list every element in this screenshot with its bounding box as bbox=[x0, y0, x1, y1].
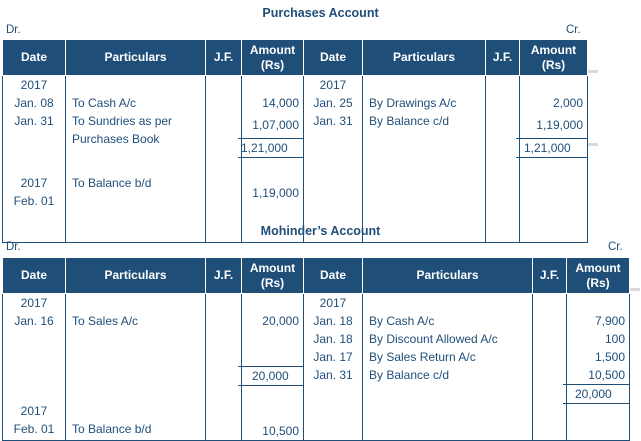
debit-particulars-cell bbox=[66, 294, 206, 441]
debit-particulars-cell bbox=[66, 76, 206, 243]
entry-particulars: By Sales Return A/c bbox=[369, 350, 476, 364]
amount-label: Amount bbox=[530, 42, 577, 57]
entry-amount: 20,000 bbox=[262, 314, 299, 328]
amount-label: Amount bbox=[249, 42, 296, 57]
debit-jf-cell bbox=[206, 76, 242, 243]
entry-particulars: Purchases Book bbox=[72, 132, 160, 146]
entry-date: Jan. 31 bbox=[14, 114, 54, 128]
year: 2017 bbox=[20, 404, 48, 418]
debit-amount-cell bbox=[242, 294, 304, 441]
credit-amount-cell bbox=[567, 294, 630, 441]
entry-date: Jan. 31 bbox=[313, 368, 353, 382]
year: 2017 bbox=[319, 296, 347, 310]
entry-amount: 2,000 bbox=[552, 96, 583, 110]
debit-date-cell bbox=[3, 294, 66, 441]
amount-unit: (Rs) bbox=[260, 57, 285, 72]
entry-date: Jan. 17 bbox=[313, 350, 353, 364]
margin-tick bbox=[588, 70, 598, 73]
credit-date-cell bbox=[304, 76, 363, 243]
entry-date: Jan. 18 bbox=[313, 314, 353, 328]
credit-date-cell bbox=[304, 294, 363, 441]
credit-jf-cell bbox=[486, 76, 520, 243]
entry-particulars: To Sales A/c bbox=[72, 314, 139, 328]
mohinder-dr-label: Dr. bbox=[6, 241, 21, 253]
entry-date: Jan. 31 bbox=[313, 114, 353, 128]
margin-tick bbox=[630, 288, 640, 291]
header-jf: J.F. bbox=[486, 40, 520, 76]
entry-particulars: By Balance c/d bbox=[369, 114, 450, 128]
entry-amount: 7,900 bbox=[594, 314, 625, 328]
header-amount bbox=[567, 258, 630, 294]
entry-particulars: By Balance c/d bbox=[369, 368, 450, 382]
purchases-dr-label: Dr. bbox=[6, 24, 21, 36]
header-jf: J.F. bbox=[206, 40, 242, 76]
header-amount bbox=[520, 40, 588, 76]
credit-particulars-cell bbox=[363, 294, 533, 441]
purchases-ledger-table bbox=[2, 39, 588, 243]
header-particulars: Particulars bbox=[66, 258, 206, 294]
credit-amount-cell bbox=[520, 76, 588, 243]
entry-amount: 10,500 bbox=[588, 368, 625, 382]
total-amount: 20,000 bbox=[563, 384, 629, 404]
year: 2017 bbox=[20, 78, 48, 92]
entry-particulars: To Balance b/d bbox=[72, 176, 152, 190]
entry-amount: 1,19,000 bbox=[252, 186, 299, 200]
mohinder-ledger-table bbox=[2, 257, 630, 441]
entry-particulars: To Sundries as per bbox=[72, 114, 173, 128]
entry-date: Jan. 08 bbox=[14, 96, 54, 110]
entry-amount: 1,07,000 bbox=[252, 118, 299, 132]
purchases-cr-label: Cr. bbox=[566, 24, 581, 36]
total-amount: 20,000 bbox=[238, 366, 303, 386]
header-date: Date bbox=[304, 40, 363, 76]
year: 2017 bbox=[20, 296, 48, 310]
mohinder-account-title: Mohinder’s Account bbox=[260, 224, 381, 238]
entry-date: Feb. 01 bbox=[13, 194, 55, 208]
entry-particulars: By Drawings A/c bbox=[369, 96, 457, 110]
debit-jf-cell bbox=[206, 294, 242, 441]
purchases-body-row bbox=[3, 76, 588, 243]
mohinder-body-row bbox=[3, 294, 630, 441]
entry-amount: 1,500 bbox=[594, 350, 625, 364]
header-particulars: Particulars bbox=[363, 258, 533, 294]
header-date: Date bbox=[3, 40, 66, 76]
amount-unit: (Rs) bbox=[541, 57, 566, 72]
header-jf: J.F. bbox=[533, 258, 567, 294]
purchases-account-title: Purchases Account bbox=[262, 6, 379, 20]
amount-unit: (Rs) bbox=[586, 275, 610, 290]
header-amount bbox=[242, 258, 304, 294]
debit-date-cell bbox=[3, 76, 66, 243]
amount-unit: (Rs) bbox=[260, 275, 285, 290]
amount-label: Amount bbox=[575, 260, 621, 275]
entry-date: Jan. 25 bbox=[313, 96, 353, 110]
header-date: Date bbox=[304, 258, 363, 294]
entry-amount: 14,000 bbox=[262, 96, 299, 110]
entry-amount: 10,500 bbox=[262, 424, 299, 438]
purchases-header-row bbox=[3, 40, 588, 76]
entry-particulars: By Discount Allowed A/c bbox=[369, 332, 498, 346]
entry-date: Feb. 01 bbox=[13, 422, 55, 436]
entry-amount: 100 bbox=[604, 332, 625, 346]
year: 2017 bbox=[20, 176, 48, 190]
credit-particulars-cell bbox=[363, 76, 486, 243]
total-amount: 1,21,000 bbox=[516, 138, 587, 158]
header-particulars: Particulars bbox=[363, 40, 486, 76]
year: 2017 bbox=[319, 78, 347, 92]
entry-date: Jan. 16 bbox=[14, 314, 54, 328]
header-amount bbox=[242, 40, 304, 76]
credit-jf-cell bbox=[533, 294, 567, 441]
mohinder-cr-label: Cr. bbox=[608, 241, 623, 253]
header-jf: J.F. bbox=[206, 258, 242, 294]
amount-label: Amount bbox=[249, 260, 296, 275]
debit-amount-cell bbox=[242, 76, 304, 243]
header-date: Date bbox=[3, 258, 66, 294]
entry-particulars: To Cash A/c bbox=[72, 96, 137, 110]
header-particulars: Particulars bbox=[66, 40, 206, 76]
entry-amount: 1,19,000 bbox=[536, 118, 583, 132]
entry-particulars: By Cash A/c bbox=[369, 314, 435, 328]
entry-particulars: To Balance b/d bbox=[72, 422, 152, 436]
margin-tick bbox=[588, 143, 598, 146]
entry-date: Jan. 18 bbox=[313, 332, 353, 346]
total-amount: 1,21,000 bbox=[238, 138, 303, 158]
mohinder-header-row bbox=[3, 258, 630, 294]
